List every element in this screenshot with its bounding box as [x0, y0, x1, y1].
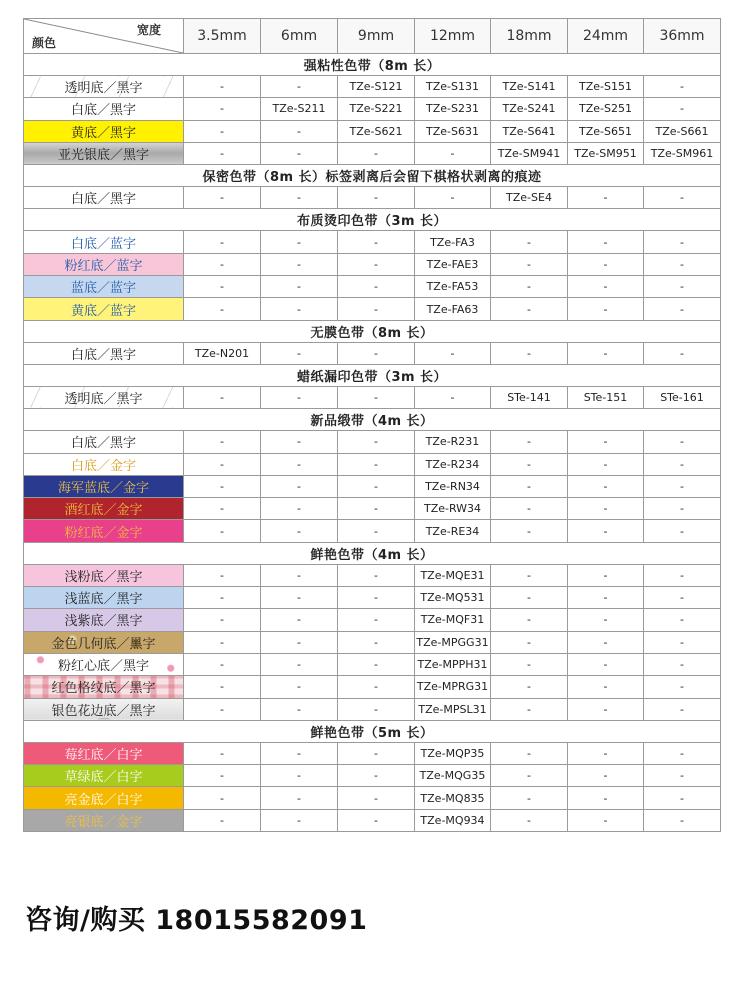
model-cell: TZe-FA3: [415, 231, 491, 253]
table-row: [24, 98, 721, 120]
model-cell: -: [338, 787, 415, 809]
model-cell: TZe-S641: [491, 120, 568, 142]
model-cell: -: [261, 787, 338, 809]
color-name-cell: 酒红底／金字: [24, 498, 184, 520]
model-cell: TZe-MPPH31: [415, 653, 491, 675]
model-cell: TZe-N201: [184, 342, 261, 364]
model-cell: -: [491, 676, 568, 698]
model-cell: -: [568, 653, 644, 675]
table-row: [24, 231, 721, 253]
model-cell: -: [568, 231, 644, 253]
model-cell: -: [644, 609, 721, 631]
model-cell: TZe-MPSL31: [415, 698, 491, 720]
model-cell: -: [184, 231, 261, 253]
color-name-cell: 红色格纹底／黑字: [24, 676, 184, 698]
model-cell: TZe-RE34: [415, 520, 491, 542]
color-name-cell: 白底／金字: [24, 453, 184, 475]
tape-spec-table: [23, 18, 721, 832]
model-cell: TZe-FA53: [415, 276, 491, 298]
model-cell: -: [491, 698, 568, 720]
model-cell: -: [261, 120, 338, 142]
model-cell: -: [184, 676, 261, 698]
model-cell: -: [338, 342, 415, 364]
model-cell: TZe-SE4: [491, 187, 568, 209]
color-name-cell: 浅粉底／黑字: [24, 564, 184, 586]
table-row: [24, 809, 721, 831]
table-row: [24, 342, 721, 364]
model-cell: -: [338, 253, 415, 275]
color-name-cell: 透明底／黑字: [24, 76, 184, 98]
table-row: [24, 386, 721, 408]
color-name-cell: 亮银底／金字: [24, 809, 184, 831]
table-row: [24, 631, 721, 653]
model-cell: -: [338, 431, 415, 453]
model-cell: -: [491, 431, 568, 453]
color-name-cell: 浅紫底／黑字: [24, 609, 184, 631]
model-cell: TZe-MQ531: [415, 587, 491, 609]
section-header-row: [24, 209, 721, 231]
table-row: [24, 765, 721, 787]
model-cell: TZe-S631: [415, 120, 491, 142]
model-cell: -: [644, 698, 721, 720]
model-cell: -: [568, 453, 644, 475]
table-row: [24, 498, 721, 520]
model-cell: TZe-FAE3: [415, 253, 491, 275]
model-cell: TZe-MPRG31: [415, 676, 491, 698]
model-cell: TZe-S211: [261, 98, 338, 120]
model-cell: -: [338, 653, 415, 675]
section-header-row: [24, 409, 721, 431]
table-row: [24, 787, 721, 809]
table-row: [24, 653, 721, 675]
table-row: [24, 587, 721, 609]
model-cell: -: [261, 76, 338, 98]
model-cell: -: [261, 386, 338, 408]
model-cell: -: [338, 809, 415, 831]
model-cell: -: [644, 742, 721, 764]
model-cell: -: [644, 298, 721, 320]
model-cell: TZe-MQF31: [415, 609, 491, 631]
model-cell: -: [491, 631, 568, 653]
model-cell: -: [491, 276, 568, 298]
table-row: [24, 187, 721, 209]
model-cell: -: [261, 276, 338, 298]
table-row: [24, 453, 721, 475]
model-cell: TZe-FA63: [415, 298, 491, 320]
color-name-cell: 黄底／蓝字: [24, 298, 184, 320]
model-cell: -: [184, 76, 261, 98]
model-cell: -: [338, 298, 415, 320]
model-cell: -: [491, 342, 568, 364]
model-cell: -: [644, 453, 721, 475]
model-cell: -: [491, 742, 568, 764]
table-row: [24, 76, 721, 98]
table-row: [24, 475, 721, 497]
model-cell: -: [338, 498, 415, 520]
model-cell: -: [568, 276, 644, 298]
table-row: [24, 431, 721, 453]
model-cell: -: [644, 587, 721, 609]
table-row: [24, 564, 721, 586]
model-cell: -: [261, 453, 338, 475]
model-cell: -: [644, 564, 721, 586]
section-header-row: [24, 320, 721, 342]
model-cell: -: [338, 631, 415, 653]
model-cell: -: [568, 564, 644, 586]
section-title: 蜡纸漏印色带（3m 长）: [24, 364, 721, 386]
model-cell: -: [491, 253, 568, 275]
color-name-cell: 银色花边底／黑字: [24, 698, 184, 720]
section-header-row: [24, 364, 721, 386]
model-cell: -: [184, 276, 261, 298]
model-cell: -: [644, 676, 721, 698]
model-cell: -: [568, 187, 644, 209]
model-cell: -: [568, 342, 644, 364]
model-cell: -: [184, 631, 261, 653]
model-cell: -: [644, 631, 721, 653]
color-name-cell: 白底／黑字: [24, 187, 184, 209]
color-label: 颜色: [32, 36, 57, 50]
model-cell: -: [338, 187, 415, 209]
model-cell: -: [338, 453, 415, 475]
table-row: [24, 253, 721, 275]
model-cell: -: [184, 453, 261, 475]
color-name-cell: 粉红心底／黑字: [24, 653, 184, 675]
model-cell: -: [261, 253, 338, 275]
model-cell: -: [261, 431, 338, 453]
model-cell: -: [644, 653, 721, 675]
model-cell: -: [491, 564, 568, 586]
model-cell: TZe-S141: [491, 76, 568, 98]
section-title: 鲜艳色带（5m 长）: [24, 720, 721, 742]
model-cell: -: [184, 787, 261, 809]
section-header-row: [24, 542, 721, 564]
model-cell: -: [184, 120, 261, 142]
model-cell: -: [338, 698, 415, 720]
model-cell: -: [184, 253, 261, 275]
color-name-cell: 金色几何底／黑字: [24, 631, 184, 653]
color-name-cell: 粉红底／蓝字: [24, 253, 184, 275]
model-cell: -: [261, 809, 338, 831]
model-cell: -: [568, 498, 644, 520]
corner-header-cell: [24, 19, 184, 54]
model-cell: TZe-R234: [415, 453, 491, 475]
model-cell: -: [644, 809, 721, 831]
contact-line: 咨询/购买 18015582091: [25, 905, 368, 936]
model-cell: -: [568, 787, 644, 809]
model-cell: -: [568, 431, 644, 453]
header-row: [24, 19, 721, 54]
model-cell: -: [261, 142, 338, 164]
model-cell: TZe-R231: [415, 431, 491, 453]
model-cell: -: [338, 142, 415, 164]
color-name-cell: 亮金底／白字: [24, 787, 184, 809]
model-cell: TZe-MQP35: [415, 742, 491, 764]
model-cell: -: [261, 520, 338, 542]
model-cell: -: [644, 76, 721, 98]
model-cell: TZe-S151: [568, 76, 644, 98]
model-cell: -: [261, 187, 338, 209]
model-cell: STe-141: [491, 386, 568, 408]
model-cell: -: [338, 231, 415, 253]
color-name-cell: 白底／蓝字: [24, 231, 184, 253]
model-cell: TZe-RW34: [415, 498, 491, 520]
model-cell: -: [415, 342, 491, 364]
model-cell: -: [644, 765, 721, 787]
model-cell: -: [568, 609, 644, 631]
model-cell: -: [644, 98, 721, 120]
model-cell: -: [644, 276, 721, 298]
model-cell: -: [338, 520, 415, 542]
model-cell: -: [644, 475, 721, 497]
color-name-cell: 黄底／黑字: [24, 120, 184, 142]
section-title: 鲜艳色带（4m 长）: [24, 542, 721, 564]
model-cell: -: [491, 653, 568, 675]
model-cell: TZe-S241: [491, 98, 568, 120]
model-cell: -: [568, 631, 644, 653]
width-header: 12mm: [415, 19, 491, 54]
model-cell: -: [338, 386, 415, 408]
model-cell: -: [184, 809, 261, 831]
model-cell: TZe-MPGG31: [415, 631, 491, 653]
model-cell: TZe-S221: [338, 98, 415, 120]
model-cell: -: [415, 142, 491, 164]
model-cell: -: [568, 520, 644, 542]
model-cell: -: [184, 564, 261, 586]
model-cell: -: [491, 787, 568, 809]
model-cell: -: [261, 653, 338, 675]
model-cell: -: [338, 676, 415, 698]
table-row: [24, 609, 721, 631]
model-cell: TZe-S651: [568, 120, 644, 142]
model-cell: -: [261, 498, 338, 520]
model-cell: TZe-S131: [415, 76, 491, 98]
color-name-cell: 草绿底／白字: [24, 765, 184, 787]
model-cell: TZe-SM951: [568, 142, 644, 164]
color-name-cell: 白底／黑字: [24, 342, 184, 364]
model-cell: -: [491, 298, 568, 320]
section-header-row: [24, 165, 721, 187]
model-cell: TZe-SM941: [491, 142, 568, 164]
table-row: [24, 298, 721, 320]
model-cell: -: [644, 342, 721, 364]
model-cell: -: [415, 386, 491, 408]
model-cell: TZe-RN34: [415, 475, 491, 497]
model-cell: -: [491, 231, 568, 253]
model-cell: -: [568, 698, 644, 720]
model-cell: -: [568, 298, 644, 320]
table-row: [24, 120, 721, 142]
color-name-cell: 海军蓝底／金字: [24, 475, 184, 497]
section-title: 强粘性色带（8m 长）: [24, 54, 721, 76]
model-cell: -: [184, 498, 261, 520]
model-cell: -: [568, 742, 644, 764]
model-cell: -: [491, 520, 568, 542]
model-cell: -: [415, 187, 491, 209]
model-cell: -: [261, 475, 338, 497]
model-cell: -: [261, 742, 338, 764]
model-cell: -: [184, 742, 261, 764]
model-cell: -: [338, 564, 415, 586]
model-cell: -: [184, 431, 261, 453]
model-cell: -: [184, 609, 261, 631]
model-cell: -: [261, 298, 338, 320]
model-cell: -: [261, 631, 338, 653]
table-row: [24, 698, 721, 720]
model-cell: -: [644, 231, 721, 253]
model-cell: -: [261, 676, 338, 698]
model-cell: TZe-S661: [644, 120, 721, 142]
model-cell: TZe-MQE31: [415, 564, 491, 586]
model-cell: TZe-SM961: [644, 142, 721, 164]
model-cell: -: [261, 231, 338, 253]
section-header-row: [24, 54, 721, 76]
model-cell: TZe-MQ835: [415, 787, 491, 809]
model-cell: -: [261, 564, 338, 586]
width-header: 9mm: [338, 19, 415, 54]
model-cell: TZe-S251: [568, 98, 644, 120]
section-title: 新品缎带（4m 长）: [24, 409, 721, 431]
model-cell: -: [184, 475, 261, 497]
model-cell: -: [184, 386, 261, 408]
model-cell: -: [184, 187, 261, 209]
model-cell: -: [184, 765, 261, 787]
model-cell: -: [568, 587, 644, 609]
model-cell: -: [261, 698, 338, 720]
model-cell: -: [644, 787, 721, 809]
section-title: 无膜色带（8m 长）: [24, 320, 721, 342]
model-cell: -: [491, 498, 568, 520]
model-cell: -: [568, 676, 644, 698]
model-cell: -: [644, 520, 721, 542]
model-cell: -: [491, 587, 568, 609]
model-cell: -: [184, 520, 261, 542]
model-cell: -: [644, 498, 721, 520]
table-row: [24, 142, 721, 164]
model-cell: STe-151: [568, 386, 644, 408]
model-cell: -: [184, 98, 261, 120]
color-name-cell: 粉红底／金字: [24, 520, 184, 542]
model-cell: TZe-MQ934: [415, 809, 491, 831]
color-name-cell: 莓红底／白字: [24, 742, 184, 764]
model-cell: TZe-S121: [338, 76, 415, 98]
model-cell: -: [261, 342, 338, 364]
model-cell: -: [261, 587, 338, 609]
model-cell: -: [491, 475, 568, 497]
model-cell: -: [491, 809, 568, 831]
model-cell: -: [184, 698, 261, 720]
section-title: 保密色带（8m 长）标签剥离后会留下棋格状剥离的痕迹: [24, 165, 721, 187]
model-cell: -: [338, 475, 415, 497]
model-cell: -: [184, 298, 261, 320]
color-name-cell: 浅蓝底／黑字: [24, 587, 184, 609]
table-row: [24, 742, 721, 764]
model-cell: -: [644, 253, 721, 275]
width-header: 6mm: [261, 19, 338, 54]
model-cell: TZe-MQG35: [415, 765, 491, 787]
model-cell: -: [644, 187, 721, 209]
table-row: [24, 276, 721, 298]
color-name-cell: 亚光银底／黑字: [24, 142, 184, 164]
model-cell: TZe-S231: [415, 98, 491, 120]
table-row: [24, 676, 721, 698]
model-cell: -: [491, 453, 568, 475]
color-name-cell: 蓝底／蓝字: [24, 276, 184, 298]
model-cell: -: [568, 253, 644, 275]
model-cell: STe-161: [644, 386, 721, 408]
model-cell: TZe-S621: [338, 120, 415, 142]
model-cell: -: [184, 587, 261, 609]
section-header-row: [24, 720, 721, 742]
model-cell: -: [491, 609, 568, 631]
model-cell: -: [261, 609, 338, 631]
color-name-cell: 透明底／黑字: [24, 386, 184, 408]
width-header: 3.5mm: [184, 19, 261, 54]
model-cell: -: [338, 276, 415, 298]
model-cell: -: [184, 653, 261, 675]
model-cell: -: [261, 765, 338, 787]
width-header: 36mm: [644, 19, 721, 54]
model-cell: -: [338, 765, 415, 787]
color-name-cell: 白底／黑字: [24, 431, 184, 453]
model-cell: -: [568, 809, 644, 831]
model-cell: -: [338, 587, 415, 609]
model-cell: -: [491, 765, 568, 787]
width-label: 宽度: [136, 23, 161, 37]
model-cell: -: [338, 742, 415, 764]
section-title: 布质烫印色带（3m 长）: [24, 209, 721, 231]
model-cell: -: [644, 431, 721, 453]
model-cell: -: [338, 609, 415, 631]
width-header: 18mm: [491, 19, 568, 54]
model-cell: -: [568, 475, 644, 497]
table-row: [24, 520, 721, 542]
model-cell: -: [568, 765, 644, 787]
color-name-cell: 白底／黑字: [24, 98, 184, 120]
width-header: 24mm: [568, 19, 644, 54]
model-cell: -: [184, 142, 261, 164]
